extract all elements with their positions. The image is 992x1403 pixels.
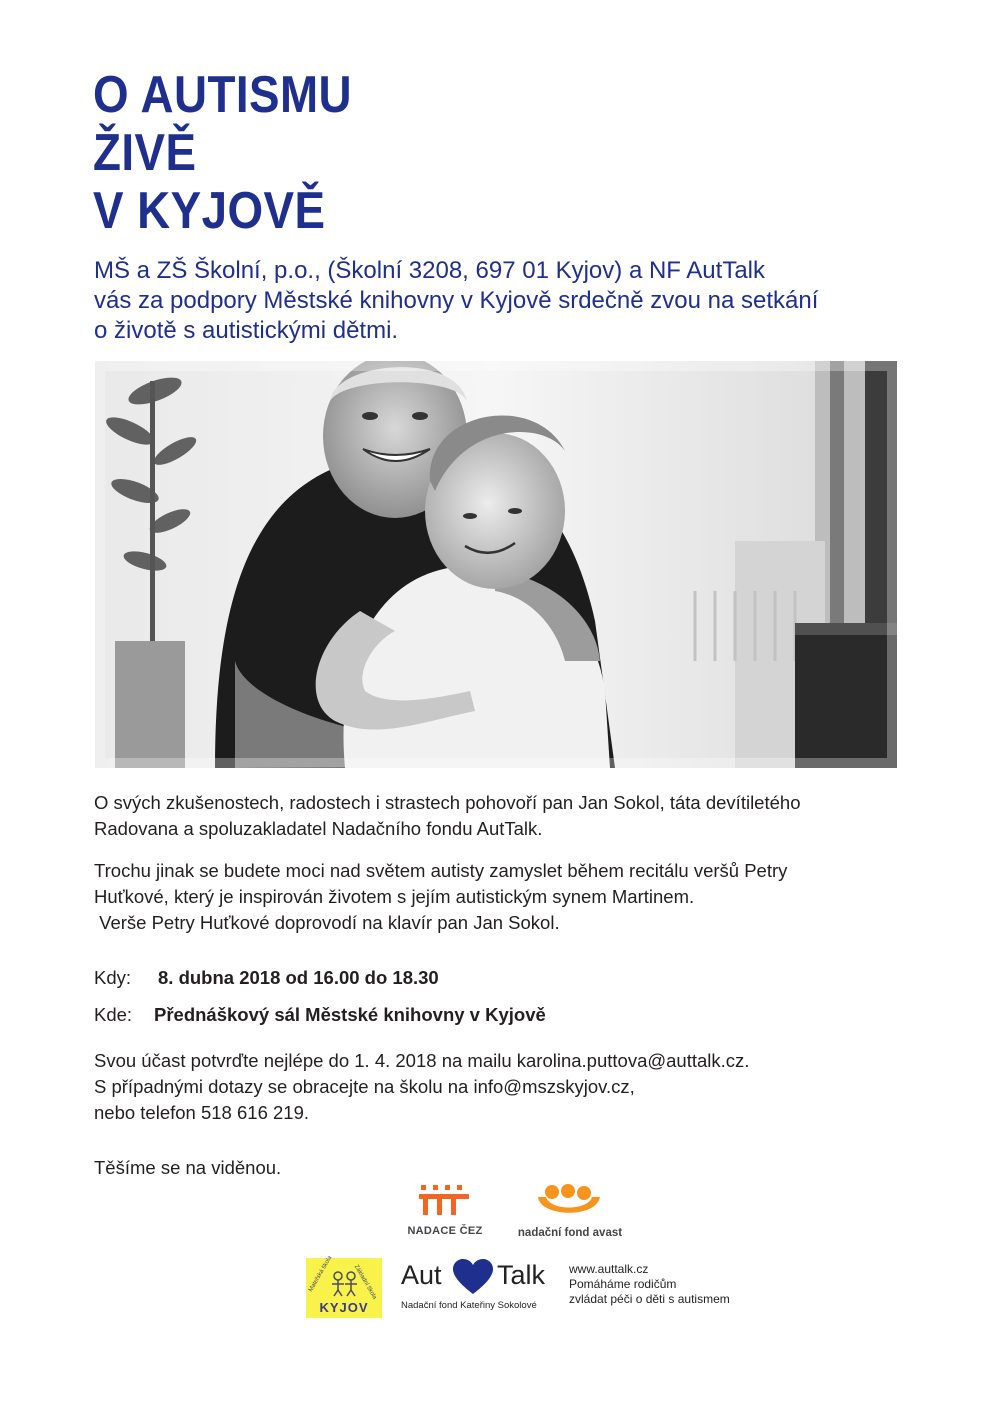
where-value: Přednáškový sál Městské knihovny v Kyjově — [154, 1004, 546, 1025]
contact-line: S případnými dotazy se obracejte na školu na info@mszskyjov.cz, — [94, 1076, 635, 1097]
intro-text — [94, 256, 894, 346]
when-value: 8. dubna 2018 od 16.00 do 18.30 — [158, 967, 439, 988]
cez-label: NADACE ČEZ — [407, 1225, 483, 1237]
heart-icon — [452, 1258, 494, 1296]
auttalk-right-word: Talk — [497, 1260, 546, 1290]
paragraph-line: Verše Petry Huťkové doprovodí na klavír pan Jan Sokol. — [94, 912, 560, 933]
intro-line-1: MŠ a ZŠ Školní, p.o., (Školní 3208, 697 01 Kyjov) a NF AutTalk — [94, 257, 765, 284]
auttalk-left-word: Aut — [401, 1260, 442, 1290]
auttalk-info — [569, 1262, 730, 1307]
auttalk-tagline-2: zvládat péči o děti s autismem — [569, 1292, 730, 1306]
paragraph-line: O svých zkušenostech, radostech i strastech pohovoří pan Jan Sokol, táta devítiletého — [94, 792, 801, 813]
auttalk-tagline-1: Pomáháme rodičům — [569, 1277, 677, 1291]
school-kyjov-label: KYJOV — [319, 1300, 369, 1315]
contact-line: nebo telefon 518 616 219. — [94, 1102, 309, 1123]
nadace-cez-logo — [405, 1183, 485, 1243]
school-arc-right: Základní škola — [352, 1264, 378, 1301]
paragraph-speaker — [94, 790, 800, 842]
school-arc-left: Mateřská škola — [308, 1255, 334, 1293]
father-son-photo — [95, 361, 897, 768]
paragraph-line: Huťkové, který je inspirován životem s jejím autistickým synem Martinem. — [94, 886, 695, 907]
avast-label: nadační fond avast — [517, 1227, 623, 1239]
event-where — [94, 1004, 546, 1026]
when-label: Kdy: — [94, 967, 132, 988]
closing-text: Těšíme se na viděnou. — [94, 1157, 282, 1178]
event-when — [94, 967, 439, 989]
intro-line-3: o životě s autistickými dětmi. — [94, 317, 399, 344]
cez-mark-icon — [405, 1183, 485, 1217]
auttalk-web: www.auttalk.cz — [569, 1262, 649, 1276]
paragraph-recital — [94, 858, 787, 936]
contact-info — [94, 1048, 749, 1126]
auttalk-subtitle: Nadační fond Kateřiny Sokolové — [401, 1300, 537, 1311]
title-line-1: O AUTISMU — [93, 66, 353, 124]
school-logo — [306, 1255, 382, 1318]
title-line-2: ŽIVĚ — [93, 124, 197, 182]
title-line-3: V KYJOVĚ — [93, 182, 326, 240]
avast-mark-icon — [500, 1183, 640, 1223]
intro-line-2: vás za podpory Městské knihovny v Kyjově srdečně zvou na setkání — [94, 287, 819, 314]
poster-title — [93, 66, 621, 240]
auttalk-logo — [401, 1258, 556, 1318]
paragraph-line: Radovana a spoluzakladatel Nadačního fondu AutTalk. — [94, 818, 543, 839]
photo-illustration — [95, 361, 897, 768]
avast-logo — [500, 1183, 640, 1243]
paragraph-line: Trochu jinak se budete moci nad světem autisty zamyslet během recitálu veršů Petry — [94, 860, 788, 881]
where-label: Kde: — [94, 1004, 133, 1025]
contact-line: Svou účast potvrďte nejlépe do 1. 4. 2018 na mailu karolina.puttova@auttalk.cz. — [94, 1050, 750, 1071]
